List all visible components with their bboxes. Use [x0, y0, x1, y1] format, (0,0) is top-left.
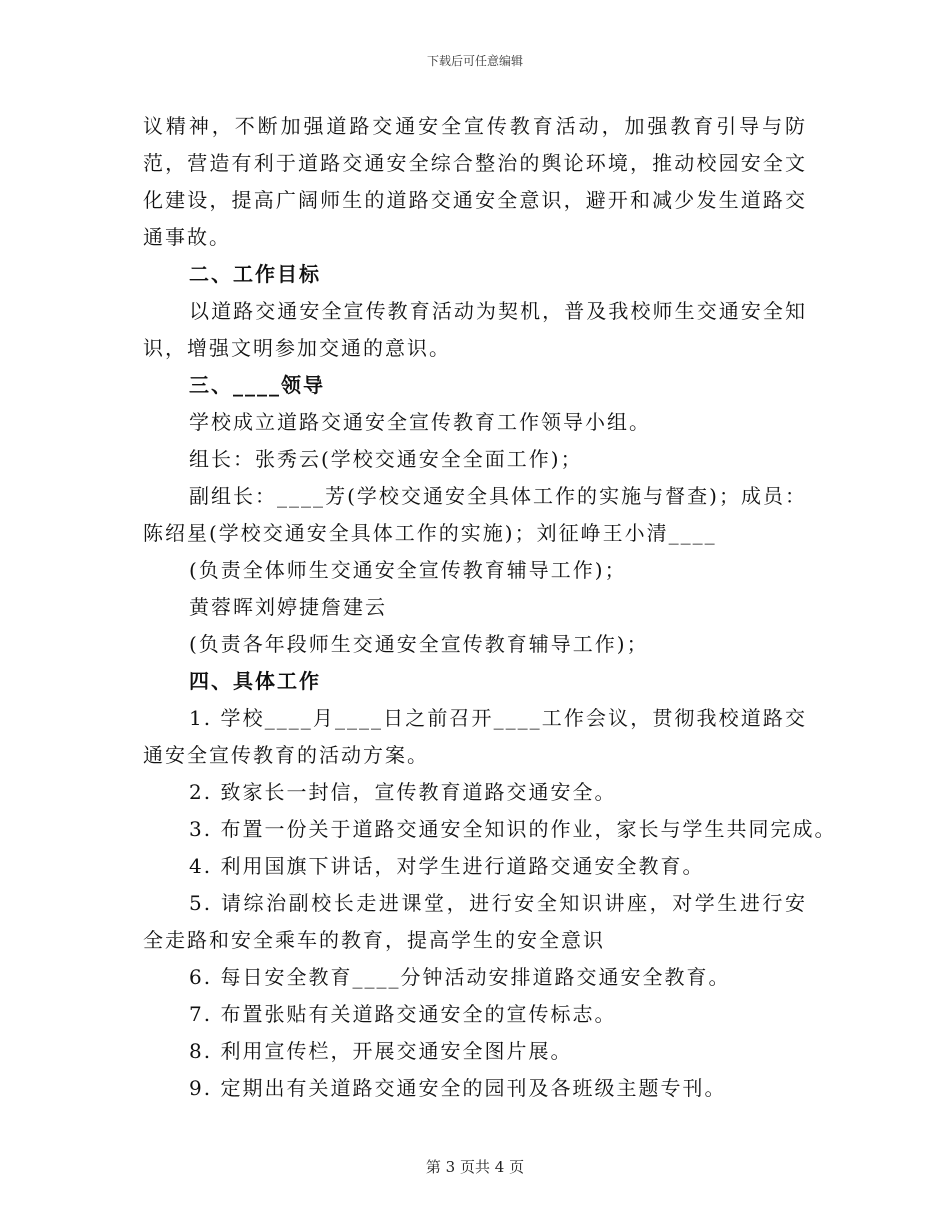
page-header: 下载后可任意编辑 — [426, 54, 523, 68]
paragraph-member-names: 黄蓉晖刘婷捷詹建云 — [189, 595, 387, 619]
list-item-5: 5. 请综治副校长走进课堂，进行安全知识讲座，对学生进行安全走路和安全乘车的教育，提高学生的安全意识 — [143, 891, 807, 952]
paragraph-leading-group: 学校成立道路交通安全宣传教育工作领导小组。 — [189, 410, 651, 434]
list-item-3: 3. 布置一份关于道路交通安全知识的作业，家长与学生共同完成。 — [189, 817, 837, 841]
list-item-2: 2. 致家长一封信，宣传教育道路交通安全。 — [189, 780, 617, 804]
heading-leadership: 三、____领导 — [189, 373, 325, 397]
list-item-9: 9. 定期出有关道路交通安全的园刊及各班级主题专刊。 — [189, 1076, 727, 1100]
paragraph-duty-all: (负责全体师生交通安全宣传教育辅导工作)； — [189, 558, 627, 582]
heading-work-goals: 二、工作目标 — [189, 262, 321, 286]
paragraph-intro: 议精神，不断加强道路交通安全宣传教育活动，加强教育引导与防范，营造有利于道路交通安全综合整治的舆论环境，推动校园安全文化建设，提高广阔师生的道路交通安全意识，避开和减少发生道路交通事故。 — [143, 114, 807, 249]
heading-specific-work: 四、具体工作 — [189, 669, 321, 693]
document-body — [143, 108, 837, 1107]
paragraph-group-leader: 组长：张秀云(学校交通安全全面工作)； — [189, 447, 583, 471]
paragraph-duty-grades: (负责各年段师生交通安全宣传教育辅导工作)； — [189, 632, 649, 656]
paragraph-deputy-members: 副组长：____芳(学校交通安全具体工作的实施与督查)；成员：陈绍星(学校交通安全具体工作的实施)；刘征峥王小清____ — [143, 484, 807, 545]
list-item-1: 1. 学校____月____日之前召开____工作会议，贯彻我校道路交通安全宣传教育的活动方案。 — [143, 706, 807, 767]
page-number: 第 3 页共 4 页 — [425, 1158, 525, 1176]
list-item-4: 4. 利用国旗下讲话，对学生进行道路交通安全教育。 — [189, 854, 705, 878]
paragraph-goals: 以道路交通安全宣传教育活动为契机，普及我校师生交通安全知识，增强文明参加交通的意识。 — [143, 299, 807, 360]
list-item-7: 7. 布置张贴有关道路交通安全的宣传标志。 — [189, 1002, 617, 1026]
list-item-8: 8. 利用宣传栏，开展交通安全图片展。 — [189, 1039, 573, 1063]
list-item-6: 6. 每日安全教育____分钟活动安排道路交通安全教育。 — [189, 965, 731, 989]
